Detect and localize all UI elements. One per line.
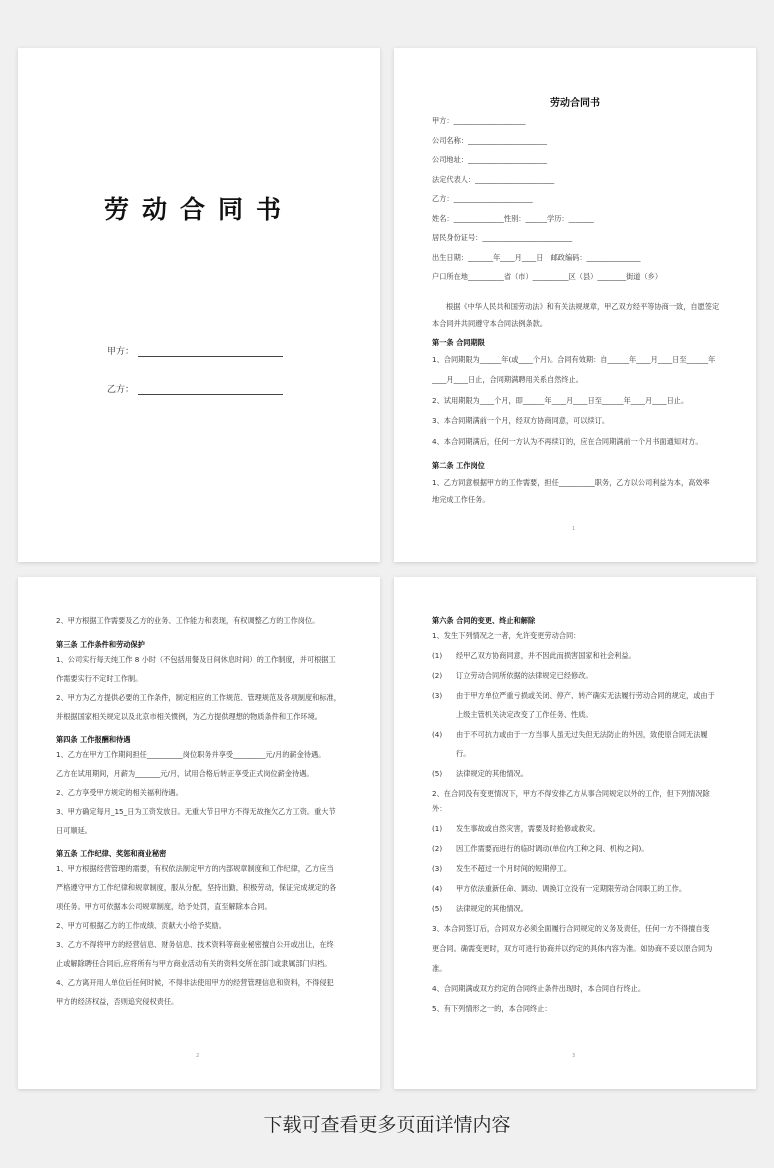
text-line: ____月____日止，合同期满聘用关系自然终止。 bbox=[432, 375, 583, 384]
party-b-line bbox=[107, 382, 283, 395]
text-line: 3、本合同期满前一个月，经双方协商同意，可以续订。 bbox=[432, 416, 610, 425]
text-line: 地完成工作任务。 bbox=[432, 495, 490, 504]
list-item bbox=[432, 650, 718, 661]
text-line: 3、甲方确定每月_15_日为工资发放日。无重大节日甲方不得无故拖欠乙方工资。重大节 bbox=[56, 807, 336, 816]
item-number: (3) bbox=[432, 864, 443, 873]
item-text: 法律规定的其他情况。 bbox=[456, 904, 528, 913]
page3-content bbox=[432, 615, 718, 1023]
text-line: 2、乙方享受甲方规定的相关福利待遇。 bbox=[56, 788, 183, 797]
clause-lead: 外： bbox=[432, 804, 447, 813]
page-number: 1 bbox=[572, 526, 576, 532]
text-line: 准。 bbox=[432, 964, 447, 973]
text-line: 乙方在试用期间，月薪为_______元/月，试用合格后转正享受正式岗位薪金待遇。 bbox=[56, 769, 314, 778]
list-item bbox=[432, 823, 718, 834]
text-line: 4、乙方离开用人单位后任何时候，不得非法使用甲方的经营管理信息和资料，不得侵犯 bbox=[56, 978, 334, 987]
text-line: 公司名称：______________________ bbox=[432, 135, 548, 145]
item-text: 发生不超过一个月时间的短期停工。 bbox=[456, 864, 572, 873]
text-line: 3、乙方不得将甲方的经营信息、财务信息、技术资料等商业秘密擅自公开或出让，在终 bbox=[56, 940, 334, 949]
text-line: 1、公司实行每天纯工作 8 小时（不包括用餐及日间休息时间）的工作制度，并可根据工 bbox=[56, 655, 336, 664]
text-line: 公司地址：______________________ bbox=[432, 155, 548, 164]
item-text: 订立劳动合同所依据的法律规定已经修改。 bbox=[456, 671, 593, 680]
list-item bbox=[432, 670, 718, 681]
page1-content bbox=[432, 88, 718, 511]
article-4-body bbox=[56, 749, 342, 836]
article-5-body bbox=[56, 863, 342, 1007]
item-number: (2) bbox=[432, 671, 443, 680]
party-b-blank bbox=[138, 384, 283, 395]
text-line: 甲方：____________________ bbox=[432, 116, 526, 125]
text-line: 作需要实行不定时工作制。 bbox=[56, 674, 143, 683]
item-text: 经甲乙双方协商同意，并不因此而损害国家和社会利益。 bbox=[456, 651, 636, 660]
item-number: (1) bbox=[432, 824, 443, 833]
article-4-title: 第四条 工作报酬和待遇 bbox=[56, 735, 131, 744]
list-item bbox=[432, 903, 718, 914]
text-line: 并根据国家相关规定以及北京市相关惯例，为乙方提供理想的物质条件和工作环境。 bbox=[56, 712, 322, 721]
contract-page-2 bbox=[18, 577, 380, 1089]
party-a-line bbox=[107, 344, 283, 357]
footer-caption: 下载可查看更多页面详情内容 bbox=[263, 1114, 511, 1136]
item-text: 发生事故或自然灾害，需要及时抢修或救灾。 bbox=[456, 824, 600, 833]
contract-page-3 bbox=[394, 577, 756, 1089]
item-number: (5) bbox=[432, 769, 443, 778]
party-b-label: 乙方： bbox=[107, 385, 135, 395]
intro-line: 本合同并共同遵守本合同法例条款。 bbox=[432, 318, 548, 328]
list-item bbox=[432, 883, 718, 894]
text-line: 止或解除聘任合同后,应将所有与甲方商业活动有关的资料交所在部门或隶属部门归档。 bbox=[56, 959, 332, 968]
article-3-title: 第三条 工作条件和劳动保护 bbox=[56, 640, 145, 649]
article-2-title: 第二条 工作岗位 bbox=[432, 461, 485, 470]
text-line: 3、本合同签订后，合同双方必须全面履行合同规定的义务及责任，任何一方不得擅自变 bbox=[432, 924, 710, 933]
contract-page-1 bbox=[394, 48, 756, 562]
text-line: 居民身份证号：_________________________ bbox=[432, 233, 573, 242]
item-number: (4) bbox=[432, 884, 443, 893]
text-line: 4、本合同期满后，任何一方认为不再续订的，应在合同期满前一个月书面通知对方。 bbox=[432, 436, 703, 446]
clause-tail bbox=[432, 923, 718, 1014]
page-number: 2 bbox=[196, 1053, 200, 1059]
list-item bbox=[432, 768, 718, 779]
party-fields bbox=[432, 115, 718, 282]
item-text: 法律规定的其他情况。 bbox=[456, 769, 528, 778]
item-number: (5) bbox=[432, 904, 443, 913]
item-number: (2) bbox=[432, 844, 443, 853]
item-text: 行。 bbox=[456, 749, 471, 758]
cover-title: 劳动合同书 bbox=[103, 195, 294, 224]
text-line: 日可顺延。 bbox=[56, 826, 92, 835]
text-line: 1、甲方根据经营管理的需要，有权依法制定甲方的内部规章制度和工作纪律，乙方应当 bbox=[56, 864, 334, 873]
item-text: 因工作需要而进行的临时调动(单位内工种之间、机构之间)。 bbox=[456, 844, 649, 853]
text-line: 严格遵守甲方工作纪律和规章制度，服从分配，坚持出勤，积极劳动，保证完成规定的各 bbox=[56, 883, 337, 892]
text-line: 5、有下列情形之一的，本合同终止： bbox=[432, 1004, 552, 1013]
list-item bbox=[432, 690, 718, 720]
list-item bbox=[432, 863, 718, 874]
text-line: 项任务。甲方可依据本公司规章制度，给予处罚，直至解除本合同。 bbox=[56, 902, 272, 911]
text-line: 姓名：______________性别：______学历：_______ bbox=[432, 213, 594, 223]
clause-lead: 2、在合同没有变更情况下，甲方不得安排乙方从事合同规定以外的工作，但下列情况除 bbox=[432, 789, 710, 798]
list-item bbox=[432, 843, 718, 854]
item-number: (3) bbox=[432, 691, 443, 700]
text-line: 1、合同期限为______年(或____个月)。合同有效期：自______年____月____日至______年 bbox=[432, 354, 716, 364]
page2-content bbox=[56, 615, 342, 1015]
text-line: 2、试用期限为____个月，即______年____月____日至______年____月____日止。 bbox=[432, 395, 689, 405]
text-line: 2、甲方可根据乙方的工作成绩、贡献大小给予奖励。 bbox=[56, 921, 226, 930]
list-item bbox=[432, 729, 718, 759]
article-2-body bbox=[432, 477, 718, 505]
item-text: 上级主管机关决定改变了工作任务、性质。 bbox=[456, 710, 593, 719]
text-line: 法定代表人：______________________ bbox=[432, 174, 555, 184]
article-1-title: 第一条 合同期限 bbox=[432, 337, 485, 347]
text-line: 2、甲方为乙方提供必要的工作条件，制定相应的工作规范、管理规范及各项制度和标准， bbox=[56, 693, 341, 702]
page-number: 3 bbox=[572, 1053, 576, 1059]
text-line: 乙方：______________________ bbox=[432, 194, 533, 203]
item-number: (1) bbox=[432, 651, 443, 660]
article-2-cont bbox=[56, 615, 342, 626]
text-line: 户口所在地__________省（市）__________区（县）________街道（乡） bbox=[432, 272, 663, 281]
article-6-title: 第六条 合同的变更、终止和解除 bbox=[432, 616, 536, 625]
item-text: 甲方依法重新任命、调动、调换订立没有一定期限劳动合同职工的工作。 bbox=[456, 884, 687, 893]
article-1-body bbox=[432, 354, 718, 447]
article-5-title: 第五条 工作纪律、奖惩和商业秘密 bbox=[56, 849, 167, 858]
party-a-blank bbox=[138, 346, 283, 357]
text-line: 更合同。确需变更时，双方可进行协商并以约定的具体内容为准。如协商不妥以原合同为 bbox=[432, 944, 713, 953]
item-text: 由于不可抗力或由于一方当事人虽无过失但无法防止的外因，致使原合同无法履 bbox=[456, 730, 708, 739]
exception-list bbox=[432, 823, 718, 923]
article-3-body bbox=[56, 654, 342, 722]
text-line: 1、乙方在甲方工作期间担任__________岗位职务并享受_________元/月的薪金待遇。 bbox=[56, 750, 326, 759]
text-line: 甲方的经济权益，否则追究侵权责任。 bbox=[56, 997, 179, 1006]
text-line: 2、甲方根据工作需要及乙方的业务、工作能力和表现，有权调整乙方的工作岗位。 bbox=[56, 616, 320, 625]
item-number: (4) bbox=[432, 730, 443, 739]
cover-page bbox=[18, 48, 380, 562]
item-text: 由于甲方单位严重亏损或关闭、停产、转产确实无法履行劳动合同的规定，或由于 bbox=[456, 691, 715, 700]
text-line: 4、合同期满或双方约定的合同终止条件出现时，本合同自行终止。 bbox=[432, 984, 646, 993]
change-conditions-list bbox=[432, 650, 718, 788]
text-line: 1、乙方同意根据甲方的工作需要，担任__________职务，乙方以公司利益为本，高效率 bbox=[432, 478, 710, 487]
clause-lead: 1、发生下列情况之一者，允许变更劳动合同： bbox=[432, 631, 581, 640]
intro-line: 根据《中华人民共和国劳动法》和有关法规规章，甲乙双方经平等协商一致，自愿签定 bbox=[446, 301, 720, 311]
document-title: 劳动合同书 bbox=[550, 98, 600, 109]
text-line: 出生日期：_______年____月____日 邮政编码：_______________ bbox=[432, 252, 641, 262]
party-a-label: 甲方： bbox=[107, 347, 135, 357]
